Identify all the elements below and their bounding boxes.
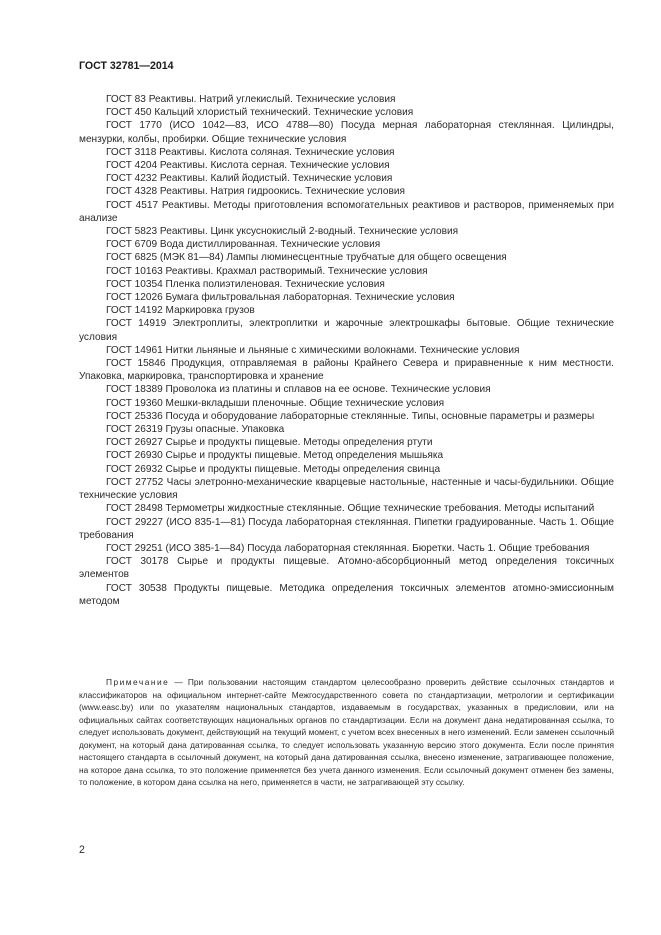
- reference-item: ГОСТ 14192 Маркировка грузов: [106, 305, 255, 317]
- reference-item: ГОСТ 3118 Реактивы. Кислота соляная. Технические условия: [106, 146, 395, 158]
- reference-item: ГОСТ 30178 Сырье и продукты пищевые. Атомно-абсорбционный метод определения токсичных элементов: [79, 556, 614, 581]
- reference-item: ГОСТ 4328 Реактивы. Натрия гидроокись. Технические условия: [106, 186, 406, 198]
- reference-item: ГОСТ 14961 Нитки льняные и льняные с химическими волокнами. Технические условия: [106, 344, 520, 356]
- normative-references-list: [79, 93, 614, 608]
- reference-item: ГОСТ 26319 Грузы опасные. Упаковка: [106, 424, 285, 436]
- reference-item: ГОСТ 10163 Реактивы. Крахмал растворимый. Технические условия: [106, 265, 428, 277]
- reference-item: ГОСТ 4517 Реактивы. Методы приготовления вспомогательных реактивов и растворов, применяемых при анализе: [79, 199, 614, 224]
- reference-item: ГОСТ 29227 (ИСО 835-1—81) Посуда лабораторная стеклянная. Пипетки градуированные. Часть 1. Общие требования: [79, 516, 614, 541]
- reference-item: ГОСТ 18389 Проволока из платины и сплавов на ее основе. Технические условия: [106, 384, 491, 396]
- reference-item: ГОСТ 30538 Продукты пищевые. Методика определения токсичных элементов атомно-эмиссионным методом: [79, 582, 614, 607]
- reference-item: ГОСТ 28498 Термометры жидкостные стеклянные. Общие технические требования. Методы испытаний: [106, 503, 595, 515]
- note-paragraph: [79, 676, 614, 789]
- reference-item: ГОСТ 25336 Посуда и оборудование лабораторные стеклянные. Типы, основные параметры и размеры: [106, 410, 595, 422]
- reference-item: ГОСТ 26932 Сырье и продукты пищевые. Методы определения свинца: [106, 463, 441, 475]
- note-label: Примечание: [106, 677, 170, 687]
- reference-item: ГОСТ 26930 Сырье и продукты пищевые. Метод определения мышьяка: [106, 450, 444, 462]
- reference-item: ГОСТ 12026 Бумага фильтровальная лабораторная. Технические условия: [106, 292, 455, 304]
- reference-item: ГОСТ 29251 (ИСО 385-1—84) Посуда лабораторная стеклянная. Бюретки. Часть 1. Общие требования: [106, 542, 590, 554]
- reference-item: ГОСТ 450 Кальций хлористый технический. Технические условия: [106, 107, 414, 119]
- reference-item: ГОСТ 19360 Мешки-вкладыши пленочные. Общие технические условия: [106, 397, 445, 409]
- reference-item: ГОСТ 6825 (МЭК 81—84) Лампы люминесцентные трубчатые для общего освещения: [106, 252, 507, 264]
- reference-item: ГОСТ 4232 Реактивы. Калий йодистый. Технические условия: [106, 173, 393, 185]
- reference-item: ГОСТ 10354 Пленка полиэтиленовая. Технические условия: [106, 278, 385, 290]
- reference-item: ГОСТ 15846 Продукция, отправляемая в районы Крайнего Севера и приравненные к ним местности. Упаковка, маркировка, транспортировка и хранение: [79, 358, 614, 383]
- reference-item: ГОСТ 83 Реактивы. Натрий углекислый. Технические условия: [106, 94, 396, 105]
- page-number: 2: [79, 844, 85, 856]
- reference-item: ГОСТ 27752 Часы элетронно-механические кварцевые настольные, настенные и часы-будильники. Общие технические условия: [79, 476, 614, 502]
- reference-item: ГОСТ 1770 (ИСО 1042—83, ИСО 4788—80) Посуда мерная лабораторная стеклянная. Цилиндры, мензурки, колбы, пробирки. Общие технические условия: [79, 120, 614, 145]
- reference-item: ГОСТ 6709 Вода дистиллированная. Технические условия: [106, 239, 381, 251]
- document-header: ГОСТ 32781—2014: [79, 60, 174, 72]
- reference-item: ГОСТ 5823 Реактивы. Цинк уксуснокислый 2-водный. Технические условия: [106, 226, 459, 238]
- reference-item: ГОСТ 14919 Электроплиты, электроплитки и жарочные электрошкафы бытовые. Общие технические условия: [79, 318, 614, 343]
- reference-item: ГОСТ 4204 Реактивы. Кислота серная. Технические условия: [106, 160, 390, 172]
- reference-item: ГОСТ 26927 Сырье и продукты пищевые. Методы определения ртути: [106, 437, 433, 449]
- note-text: — При пользовании настоящим стандартом целесообразно проверить действие ссылочных стандартов и классификаторов на официальном интернет-сайте Межгосударственного совета по стандартизации, метрологии и сертификации (www.easc.by) или по указателям национальных стандартов, издаваемым в государствах, указанных в предисловии, или на официальных сайтах соответствующих национальных органов по стандартизации. Если на документ дана недатированная ссылка, то следует использовать документ, действующий на текущий момент, с учетом всех внесенных в него изменений. Если заменен ссылочный документ, на который дана датированная ссылка, то следует использовать указанную версию этого документа. Если после принятия настоящего стандарта в ссылочный документ, на который дана датированная ссылка, внесено изменение, затрагивающее положение, на которое дана ссылка, то это положение применяется без учета данного изменения. Если ссылочный документ отменен без замены, то положение, в котором дана ссылка на него, применяется в части, не затрагивающей эту ссылку.: [79, 677, 614, 787]
